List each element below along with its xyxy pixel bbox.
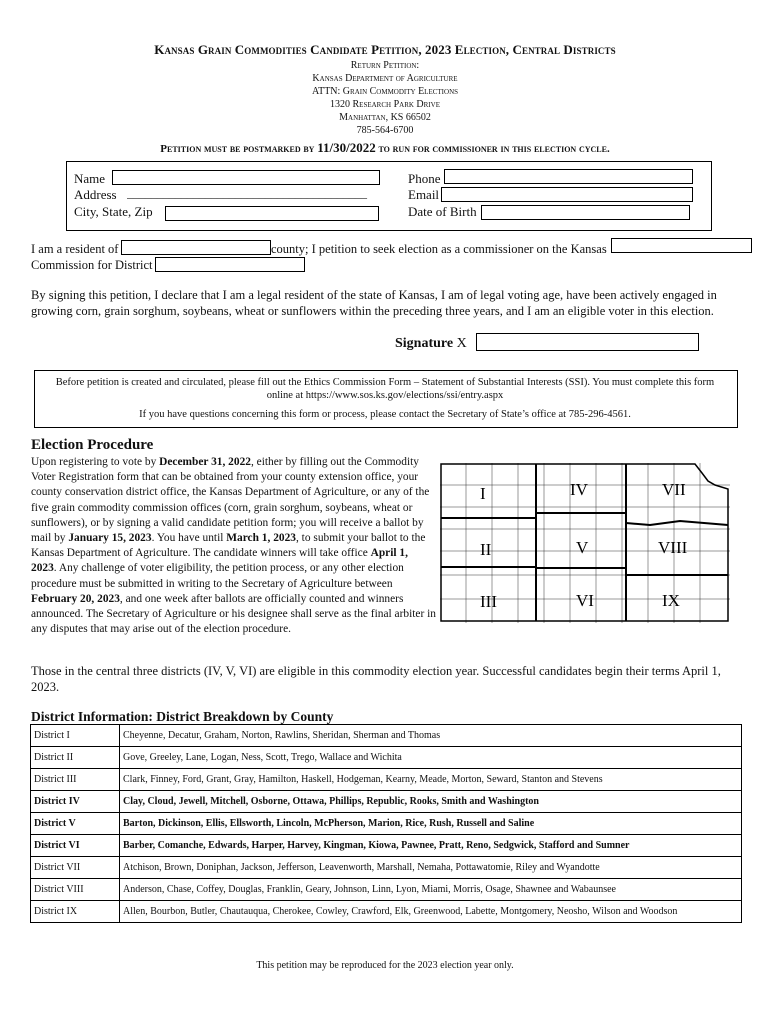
dob-label: Date of Birth — [408, 204, 477, 219]
table-row: District V Barton, Dickinson, Ellis, Ellsworth, Lincoln, McPherson, Marion, Rice, Rush, Russell and Saline — [31, 813, 742, 835]
map-label-iv: IV — [570, 480, 588, 499]
return-line: Kansas Department of Agriculture — [312, 73, 458, 84]
map-label-vii: VII — [662, 480, 686, 499]
resident-text: county; I petition to seek election as a commissioner on the Kansas — [271, 242, 607, 256]
map-label-iii: III — [480, 592, 497, 611]
map-label-viii: VIII — [658, 538, 688, 557]
return-line: 1320 Research Park Drive — [330, 99, 440, 110]
map-label-ix: IX — [662, 591, 680, 610]
procedure-text: I IV VII II V VIII III VI IX Upon registering to vote by December 31, 2022, either by filling out the Commodity Voter Registration form that can be obtained from your county extension office, your county conservation district office, the Kansas Department of Agriculture, or any of the five grain commodity commission offices (corn, grain sorghum, soybeans, wheat or sunflowers), or by signing a valid candidate petition form; you will receive a ballot by mail by January 15, 2023. You have until March 1, 2023, to submit your ballot to the Kansas Department of Agriculture. The candidate winners will take office April 1, 2023. Any challenge of voter eligibility, the petition process, or any other election procedure must be submitted in writing to the Secretary of Agriculture between February 20, 2023, and one week after ballots are officially counted and winners announced. The Secretary of Agriculture or his designee shall serve as the final arbiter in any disputes that may arise out of the election procedure. — [31, 455, 731, 637]
table-row: District IV Clay, Cloud, Jewell, Mitchell, Osborne, Ottawa, Phillips, Republic, Rooks, Smith and Washington — [31, 791, 742, 813]
email-label: Email — [408, 187, 440, 202]
page-title: Kansas Grain Commodities Candidate Petition, 2023 Election, Central Districts — [154, 42, 616, 57]
return-line: ATTN: Grain Commodity Elections — [311, 86, 459, 97]
address-label: Address — [74, 187, 117, 202]
contact-notice-text: If you have questions concerning this form or process, please contact the Secretary of State’s office at 785-296-4561. — [139, 409, 631, 420]
kansas-district-map — [440, 463, 735, 625]
city-label: City, State, Zip — [74, 204, 153, 219]
name-label: Name — [74, 171, 106, 186]
district-table — [30, 724, 742, 923]
return-line: 785-564-6700 — [356, 125, 414, 136]
table-row: District IX Allen, Bourbon, Butler, Chautauqua, Cherokee, Cowley, Crawford, Elk, Greenwood, Labette, Montgomery, Neosho, Wilson and Woodson — [31, 901, 742, 923]
deadline-date: 11/30/2022 — [317, 140, 376, 155]
map-label-ii: II — [480, 540, 492, 559]
table-row: District I Cheyenne, Decatur, Graham, Norton, Rawlins, Sheridan, Sherman and Thomas — [31, 725, 742, 747]
table-row: District VIII Anderson, Chase, Coffey, Douglas, Franklin, Geary, Johnson, Linn, Lyon, Miami, Morris, Osage, Shawnee and Wabaunsee — [31, 879, 742, 901]
return-line: Manhattan, KS 66502 — [339, 112, 431, 123]
table-row: District III Clark, Finney, Ford, Grant, Gray, Hamilton, Haskell, Hodgeman, Kearny, Meade, Morton, Seward, Stanton and Stevens — [31, 769, 742, 791]
footer-note: This petition may be reproduced for the 2023 election year only. — [256, 960, 514, 971]
eligibility-text: Those in the central three districts (IV, V, VI) are eligible in this commodity election year. Successful candidates begin their terms April 1, 2023. — [31, 664, 721, 694]
phone-field[interactable] — [444, 169, 693, 184]
commodity-field[interactable] — [611, 238, 752, 253]
commission-label: Commission for District — [31, 258, 153, 272]
dob-field[interactable] — [481, 205, 690, 220]
map-label-i: I — [480, 484, 486, 503]
email-field[interactable] — [441, 187, 693, 202]
table-row: District VI Barber, Comanche, Edwards, Harper, Harvey, Kingman, Kiowa, Pawnee, Pratt, Reno, Sedgwick, Stafford and Sumner — [31, 835, 742, 857]
deadline-notice: Petition must be postmarked by 11/30/2022 to run for commissioner in this election cycle. — [160, 140, 610, 155]
map-label-vi: VI — [576, 591, 594, 610]
district-heading: District Information: District Breakdown by County — [31, 709, 334, 724]
procedure-heading: Election Procedure — [31, 437, 154, 453]
county-field[interactable] — [121, 240, 271, 255]
declaration-text: By signing this petition, I declare that I am a legal resident of the state of Kansas, I am of legal voting age, have been actively engaged in growing corn, grain sorghum, soybeans, wheat or sunflowers within the preceding three years, and I am an eligible voter in this election. — [31, 288, 717, 318]
signature-label: Signature X — [395, 336, 467, 351]
name-field[interactable] — [112, 170, 380, 185]
table-row: District II Gove, Greeley, Lane, Logan, Ness, Scott, Trego, Wallace and Wichita — [31, 747, 742, 769]
phone-label: Phone — [408, 171, 441, 186]
return-line: Return Petition: — [350, 60, 420, 71]
ethics-notice-text: Before petition is created and circulated, please fill out the Ethics Commission Form – Statement of Substantial Interests (SSI). You must complete this form online at https://www.sos.ks.gov/elections/ssi/entry.aspx — [55, 377, 715, 401]
address-blank: ________________________________________ — [127, 186, 367, 200]
map-label-v: V — [576, 538, 589, 557]
signature-field[interactable] — [476, 333, 699, 351]
city-field[interactable] — [165, 206, 379, 221]
table-row: District VII Atchison, Brown, Doniphan, Jackson, Jefferson, Leavenworth, Marshall, Nemaha, Pottawatomie, Riley and Wyandotte — [31, 857, 742, 879]
resident-label: I am a resident of — [31, 242, 119, 256]
district-field[interactable] — [155, 257, 305, 272]
